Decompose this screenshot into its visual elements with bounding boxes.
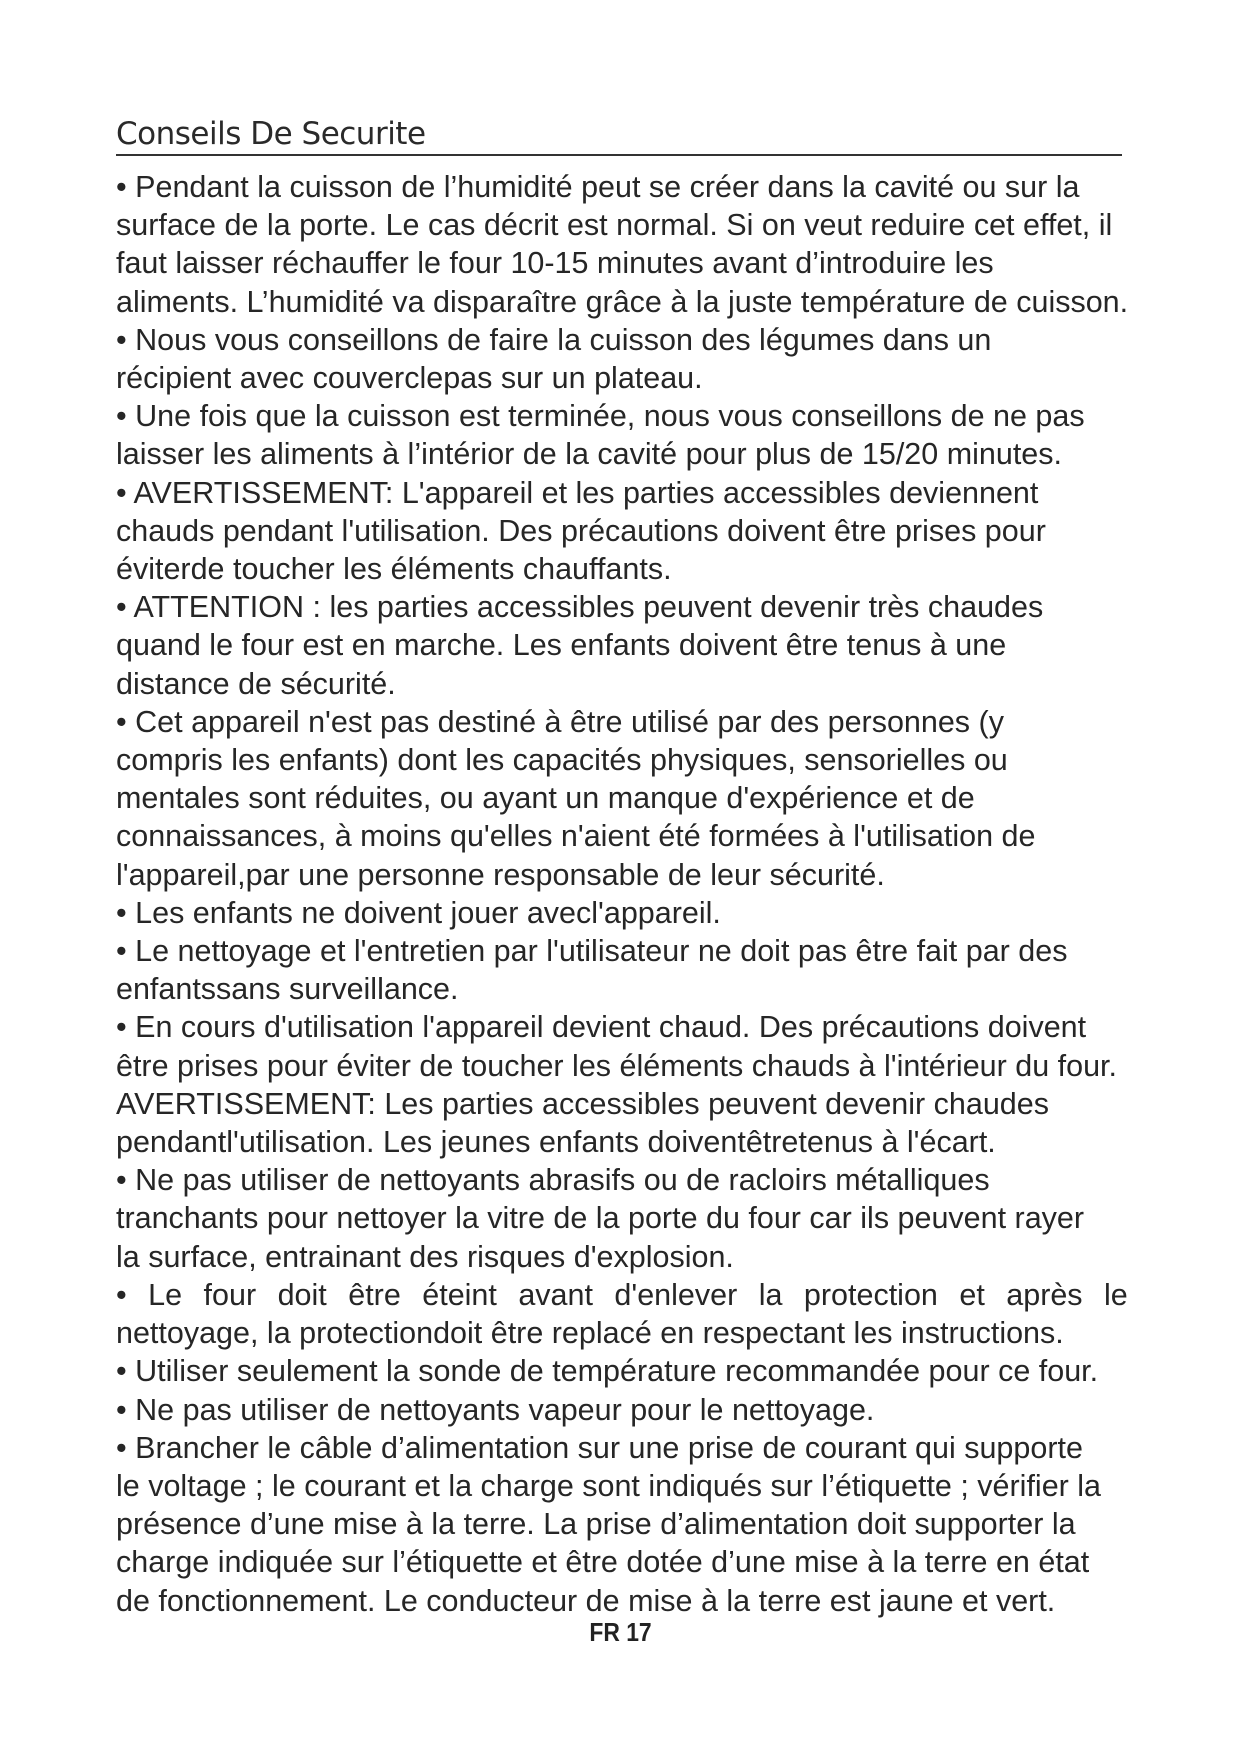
text-line: mentales sont réduites, ou ayant un manque d'expérience et de <box>116 781 975 816</box>
text-line: faut laisser réchauffer le four 10-15 minutes avant d’introduire les <box>116 246 994 281</box>
text-line: • Les enfants ne doivent jouer avecl'appareil. <box>116 895 721 930</box>
safety-advice-text <box>116 168 1180 1620</box>
text-line: être prises pour éviter de toucher les éléments chauds à l'intérieur du four. <box>116 1048 1118 1083</box>
text-line: chauds pendant l'utilisation. Des précautions doivent être prises pour <box>116 513 1046 548</box>
text-line: surface de la porte. Le cas décrit est normal. Si on veut reduire cet effet, il <box>116 208 1113 243</box>
text-line: enfantssans surveillance. <box>116 972 459 1007</box>
text-line: • En cours d'utilisation l'appareil devient chaud. Des précautions doivent <box>116 1010 1087 1045</box>
text-line: distance de sécurité. <box>116 666 396 701</box>
text-line: éviterde toucher les éléments chauffants. <box>116 552 672 587</box>
text-line: tranchants pour nettoyer la vitre de la porte du four car ils peuvent rayer <box>116 1201 1085 1236</box>
text-line: nettoyage, la protectiondoit être replacé en respectant les instructions. <box>116 1316 1064 1351</box>
text-line: • Ne pas utiliser de nettoyants abrasifs ou de racloirs métalliques <box>116 1163 990 1198</box>
page-number: FR 17 <box>589 1617 652 1647</box>
text-line: • AVERTISSEMENT: L'appareil et les parties accessibles deviennent <box>116 475 1039 510</box>
text-line: charge indiquée sur l’étiquette et être dotée d’une mise à la terre en état <box>116 1545 1090 1580</box>
text-line: présence d’une mise à la terre. La prise d’alimentation doit supporter la <box>116 1507 1076 1542</box>
text-line: l'appareil,par une personne responsable de leur sécurité. <box>116 857 885 892</box>
text-line: • Nous vous conseillons de faire la cuisson des légumes dans un <box>116 322 992 357</box>
text-line: • Le four doit être éteint avant d'enlever la protection et après le <box>116 1277 1128 1312</box>
text-line: • Pendant la cuisson de l’humidité peut se créer dans la cavité ou sur la <box>116 170 1080 204</box>
text-line: • Ne pas utiliser de nettoyants vapeur pour le nettoyage. <box>116 1392 875 1427</box>
text-line: AVERTISSEMENT: Les parties accessibles peuvent devenir chaudes <box>116 1086 1049 1121</box>
text-line: le voltage ; le courant et la charge sont indiqués sur l’étiquette ; vérifier la <box>116 1468 1102 1503</box>
text-line: • Une fois que la cuisson est terminée, nous vous conseillons de ne pas <box>116 399 1085 434</box>
text-line: compris les enfants) dont les capacités physiques, sensorielles ou <box>116 743 1008 778</box>
text-line: récipient avec couverclepas sur un plateau. <box>116 361 703 396</box>
text-line: • Brancher le câble d’alimentation sur une prise de courant qui supporte <box>116 1430 1083 1465</box>
text-line: laisser les aliments à l’intérior de la cavité pour plus de 15/20 minutes. <box>116 437 1062 472</box>
text-line: aliments. L’humidité va disparaître grâce à la juste température de cuisson. <box>116 284 1129 319</box>
text-line: connaissances, à moins qu'elles n'aient été formées à l'utilisation de <box>116 819 1036 854</box>
text-line: quand le four est en marche. Les enfants doivent être tenus à une <box>116 628 1007 663</box>
text-line: la surface, entrainant des risques d'explosion. <box>116 1239 734 1274</box>
text-line: de fonctionnement. Le conducteur de mise à la terre est jaune et vert. <box>116 1583 1056 1618</box>
text-line: • Cet appareil n'est pas destiné à être utilisé par des personnes (y <box>116 704 1004 739</box>
section-heading: Conseils De Securite <box>116 114 1122 156</box>
text-line: • Le nettoyage et l'entretien par l'utilisateur ne doit pas être fait par des <box>116 934 1068 969</box>
text-line: • Utiliser seulement la sonde de température recommandée pour ce four. <box>116 1354 1099 1389</box>
text-line: • ATTENTION : les parties accessibles peuvent devenir très chaudes <box>116 590 1044 625</box>
text-line: pendantl'utilisation. Les jeunes enfants doiventêtretenus à l'écart. <box>116 1125 996 1160</box>
